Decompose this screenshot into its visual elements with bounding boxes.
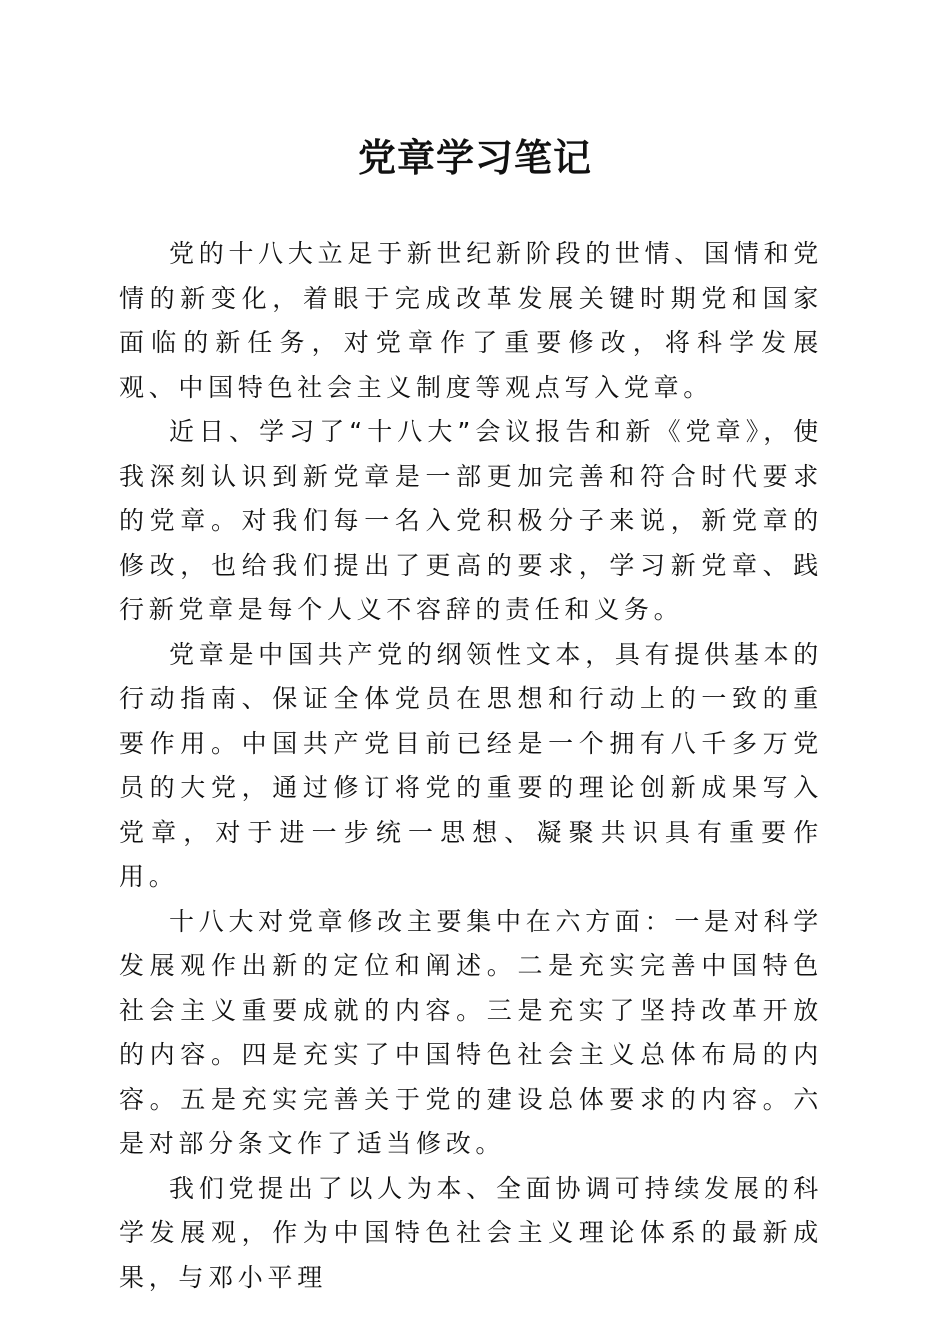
document-body [119, 232, 823, 1300]
document-title: 党章学习笔记 [357, 135, 592, 180]
paragraph: 党的十八大立足于新世纪新阶段的世情、国情和党情的新变化，着眼于完成改革发展关键时期党和国家面临的新任务，对党章作了重要修改，将科学发展观、中国特色社会主义制度等观点写入党章。 [119, 239, 823, 402]
paragraph: 十八大对党章修改主要集中在六方面：一是对科学发展观作出新的定位和阐述。二是充实完善中国特色社会主义重要成就的内容。三是充实了坚持改革开放的内容。四是充实了中国特色社会主义总体布局的内容。五是充实完善关于党的建设总体要求的内容。六是对部分条文作了适当修改。 [119, 906, 823, 1158]
paragraph: 近日、学习了“十八大”会议报告和新《党章》，使我深刻认识到新党章是一部更加完善和符合时代要求的党章。对我们每一名入党积极分子来说，新党章的修改，也给我们提出了更高的要求，学习新党章、践行新党章是每个人义不容辞的责任和义务。 [119, 417, 823, 624]
paragraph: 党章是中国共产党的纲领性文本，具有提供基本的行动指南、保证全体党员在思想和行动上的一致的重要作用。中国共产党目前已经是一个拥有八千多万党员的大党，通过修订将党的重要的理论创新成果写入党章，对于进一步统一思想、凝聚共识具有重要作用。 [119, 639, 823, 891]
paragraph: 我们党提出了以人为本、全面协调可持续发展的科学发展观，作为中国特色社会主义理论体系的最新成果，与邓小平理 [119, 1173, 823, 1292]
